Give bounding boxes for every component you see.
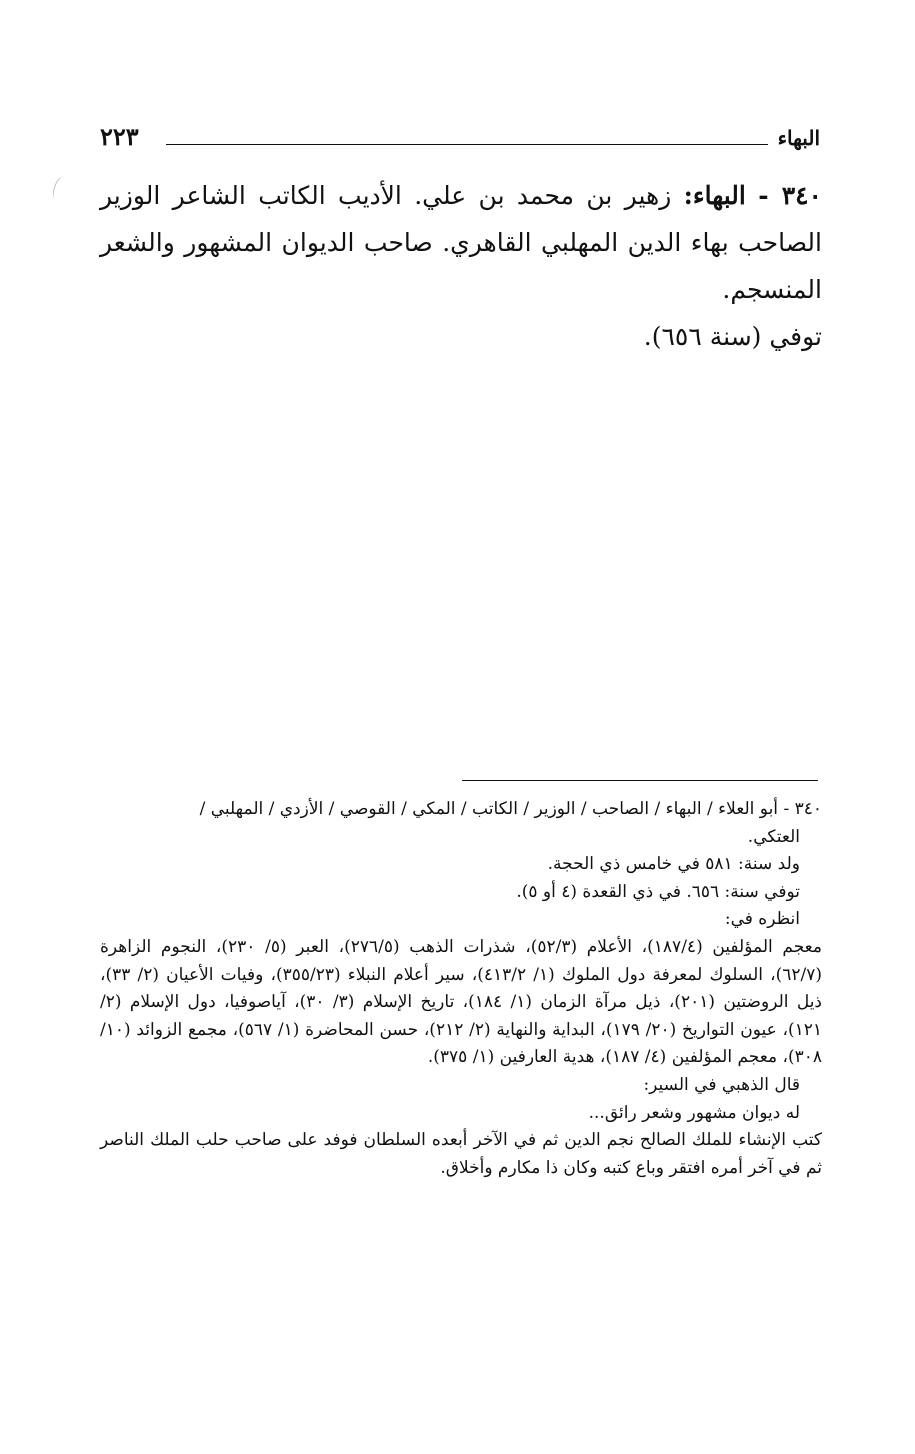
footnote-dhahabi-quote: له ديوان مشهور وشعر رائق...: [588, 1102, 800, 1123]
footnote-line1: ٣٤٠ - أبو العلاء / البهاء / الصاحب / الوزير / الكاتب / المكي / القوصي / الأزدي / المهلبي /: [199, 799, 822, 819]
entry-name: البهاء:: [683, 181, 746, 210]
scan-artifact: [50, 175, 69, 201]
footnote-line2: العتكي.: [747, 826, 800, 847]
footnotes: [100, 796, 822, 1182]
entry-death: توفي (سنة ٦٥٦).: [643, 322, 822, 351]
entry-line3-text: المنسجم.: [722, 275, 822, 304]
footnote-sources: معجم المؤلفين (١٨٧/٤)، الأعلام (٥٢/٣)، شذرات الذهب (٢٧٦/٥)، العبر (٥/ ٢٣٠)، النجوم الزاهرة (٦٢/٧)، السلوك لمعرفة دول الملوك (١/ ٤١٣/٢)، سير أعلام النبلاء (٣٥٥/٢٣)، وفيات الأعيان (٢/ ٣٣)، ذيل الروضتين (٢٠١)، ذيل مرآة الزمان (١/ ١٨٤)، تاريخ الإسلام (٣/ ٣٠)، آياصوفيا، دول الإسلام (٢/ ١٢١)، عيون التواريخ (٢٠/ ١٧٩)، البداية والنهاية (٢/ ٢١٢)، حسن المحاضرة (١/ ٥٦٧)، مجمع الزوائد (١٠/ ٣٠٨)، معجم المؤلفين (٤/ ١٨٧)، هدية العارفين (١/ ٣٧٥).: [100, 936, 823, 1068]
footnote-final: كتب الإنشاء للملك الصالح نجم الدين ثم في الآخر أبعده السلطان فوفد على صاحب حلب الملك الناصر ثم في آخر أمره افتقر وباع كتبه وكان ذا مكارم وأخلاق.: [100, 1130, 822, 1178]
running-header: [100, 122, 820, 156]
footnote-separator: [462, 780, 818, 781]
footnote-dhahabi-label: قال الذهبي في السير:: [643, 1074, 800, 1095]
header-title: البهاء: [777, 126, 820, 150]
footnote-died: توفي سنة: ٦٥٦. في ذي القعدة (٤ أو ٥).: [516, 881, 800, 902]
footnote-born: ولد سنة: ٥٨١ في خامس ذي الحجة.: [547, 854, 800, 875]
header-rule: [166, 144, 768, 145]
page-number: ٢٢٣: [100, 122, 139, 151]
biography-entry: [100, 172, 822, 360]
entry-number: ٣٤٠ -: [758, 181, 822, 210]
entry-line2-text: الصاحب بهاء الدين المهلبي القاهري. صاحب الديوان المشهور والشعر: [100, 228, 822, 257]
entry-line1-text: زهير بن محمد بن علي. الأديب الكاتب الشاعر الوزير: [100, 181, 684, 210]
footnote-nisbas: [100, 796, 822, 851]
entry-paragraph: [100, 172, 822, 313]
footnote-see-label: انظره في:: [724, 909, 800, 930]
